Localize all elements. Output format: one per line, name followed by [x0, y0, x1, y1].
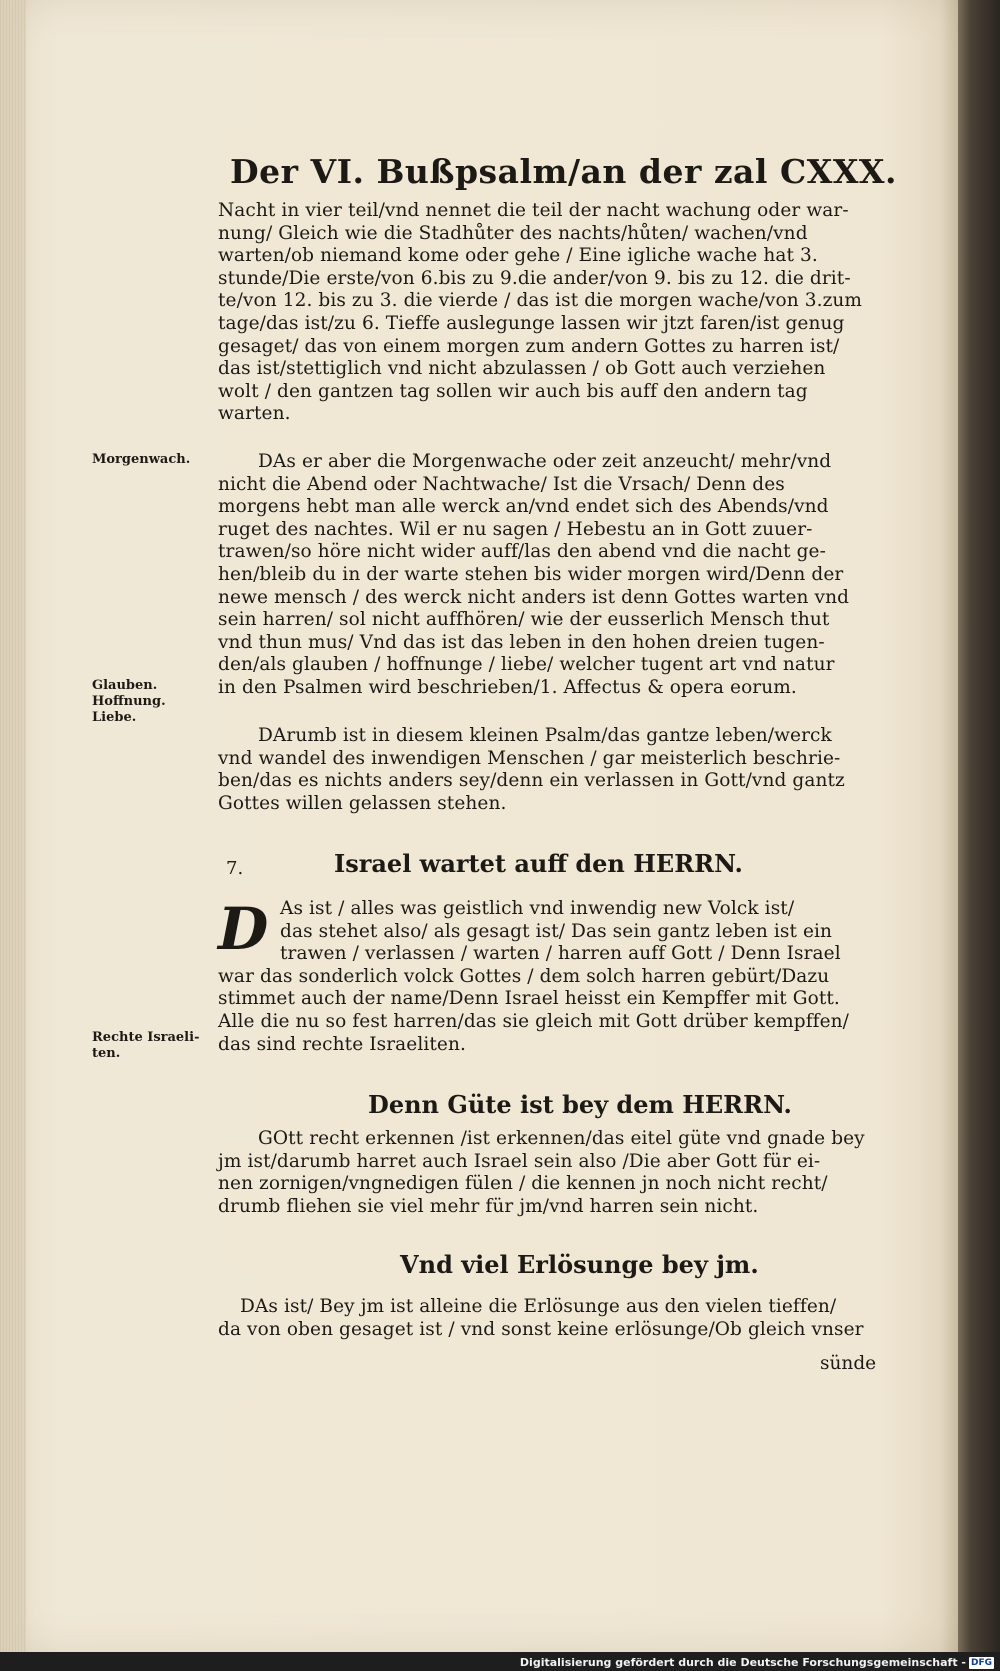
text-line: newe mensch / des werck nicht anders ist denn Gottes warten vnd	[218, 586, 850, 608]
margin-note-morgenwach: Morgenwach.	[92, 452, 191, 467]
text-line: warten.	[218, 403, 291, 425]
margin-note-line: ten.	[92, 1046, 121, 1061]
footer-credit	[520, 1656, 994, 1669]
verse-number: 7.	[226, 858, 244, 879]
page-title: Der VI. Bußpsalm/an der zal CXXX.	[230, 152, 898, 191]
text-line: te/von 12. bis zu 3. die vierde / das ist die morgen wache/von 3.zum	[218, 290, 863, 312]
text-line: nicht die Abend oder Nachtwache/ Ist die Vrsach/ Denn des	[218, 473, 785, 495]
footer-bar	[0, 1652, 1000, 1671]
text-line: nen zornigen/vngnedigen fülen / die kennen jn noch nicht recht/	[218, 1173, 828, 1195]
book-binding-shadow	[958, 0, 1000, 1671]
paragraph-5	[218, 1128, 865, 1218]
text-line: war das sonderlich volck Gottes / dem solch harren gebürt/Dazu	[218, 965, 830, 987]
text-line: stunde/Die erste/von 6.bis zu 9.die ander/von 9. bis zu 12. die drit-	[218, 267, 851, 289]
text-line: tage/das ist/zu 6. Tieffe auslegunge lassen wir jtzt faren/ist genug	[218, 312, 845, 334]
footer-credit-text: Digitalisierung gefördert durch die Deutsche Forschungsgemeinschaft -	[519, 1656, 966, 1669]
text-line: DAs er aber die Morgenwache oder zeit anzeucht/ mehr/vnd	[258, 451, 832, 472]
text-line: in den Psalmen wird beschrieben/1. Affectus & opera eorum.	[218, 676, 797, 698]
paragraph-2	[218, 451, 858, 700]
text-line: DAs ist/ Bey jm ist alleine die Erlösunge aus den vielen tieffen/	[240, 1296, 837, 1317]
margin-note-israeliten	[92, 1030, 199, 1062]
text-line: As ist / alles was geistlich vnd inwendig new Volck ist/	[280, 898, 795, 919]
section-heading-guete: Denn Güte ist bey dem HERRN.	[368, 1090, 792, 1119]
text-line: sein harren/ sol nicht auffhören/ wie der eusserlich Mensch thut	[218, 609, 830, 631]
catchword: sünde	[820, 1353, 877, 1374]
text-line: das stehet also/ als gesagt ist/ Das sein gantz leben ist ein	[280, 920, 833, 942]
text-line: jm ist/darumb harret auch Israel sein also /Die aber Gott für ei-	[218, 1150, 821, 1172]
paragraph-1	[218, 200, 863, 426]
dfg-logo-icon[interactable]: DFG	[970, 1657, 992, 1668]
text-line: das sind rechte Israeliten.	[218, 1033, 466, 1055]
text-line: warten/ob niemand kome oder gehe / Eine igliche wache hat 3.	[218, 245, 818, 267]
margin-note-line: Glauben.	[92, 678, 158, 693]
paragraph-4	[218, 895, 858, 1056]
text-line: wolt / den gantzen tag sollen wir auch bis auff den andern tag	[218, 380, 808, 402]
text-line: GOtt recht erkennen /ist erkennen/das eitel güte vnd gnade bey	[258, 1128, 865, 1149]
text-line: Gottes willen gelassen stehen.	[218, 792, 507, 814]
text-line: das ist/stettiglich vnd nicht abzulassen / ob Gott auch verziehen	[218, 358, 826, 380]
text-line: da von oben gesaget ist / vnd sonst keine erlösunge/Ob gleich vnser	[218, 1318, 864, 1340]
drop-cap-initial: D	[218, 895, 269, 963]
text-line: drumb fliehen sie viel mehr für jm/vnd harren sein nicht.	[218, 1195, 759, 1217]
section-heading-erloesung: Vnd viel Erlösunge bey jm.	[400, 1250, 759, 1279]
margin-note-line: Liebe.	[92, 710, 137, 725]
margin-note-line: Rechte Israeli-	[92, 1030, 200, 1045]
text-line: vnd wandel des inwendigen Menschen / gar meisterlich beschrie-	[218, 747, 841, 769]
text-line: den/als glauben / hoffnunge / liebe/ welcher tugent art vnd natur	[218, 654, 835, 676]
text-line: trawen / verlassen / warten / harren auff Gott / Denn Israel	[280, 943, 841, 965]
text-line: ruget des nachtes. Wil er nu sagen / Hebestu an in Gott zuuer-	[218, 518, 813, 540]
paragraph-6	[218, 1296, 864, 1341]
text-line: nung/ Gleich wie die Stadhůter des nachts/hůten/ wachen/vnd	[218, 222, 808, 244]
page-edge-stack	[0, 0, 26, 1652]
paragraph-3	[218, 725, 858, 815]
text-line: stimmet auch der name/Denn Israel heisst ein Kempffer mit Gott.	[218, 988, 840, 1010]
margin-note-line: Hoffnung.	[92, 694, 166, 709]
section-heading-israel: Israel wartet auff den HERRN.	[334, 849, 743, 878]
text-line: Alle die nu so fest harren/das sie gleich mit Gott drüber kempffen/	[218, 1010, 850, 1032]
text-line: morgens hebt man alle werck an/vnd endet sich des Abends/vnd	[218, 496, 829, 518]
text-line: DArumb ist in diesem kleinen Psalm/das gantze leben/werck	[258, 725, 832, 746]
text-line: trawen/so höre nicht wider auff/las den abend vnd die nacht ge-	[218, 541, 826, 563]
text-line: vnd thun mus/ Vnd das ist das leben in den hohen dreien tugen-	[218, 631, 825, 653]
text-line: gesaget/ das von einem morgen zum andern Gottes zu harren ist/	[218, 335, 840, 357]
margin-note-virtues	[92, 678, 166, 726]
text-line: hen/bleib du in der warte stehen bis wider morgen wird/Denn der	[218, 563, 844, 585]
text-line: ben/das es nichts anders sey/denn ein verlassen in Gott/vnd gantz	[218, 770, 845, 792]
text-line: Nacht in vier teil/vnd nennet die teil der nacht wachung oder war-	[218, 200, 849, 221]
